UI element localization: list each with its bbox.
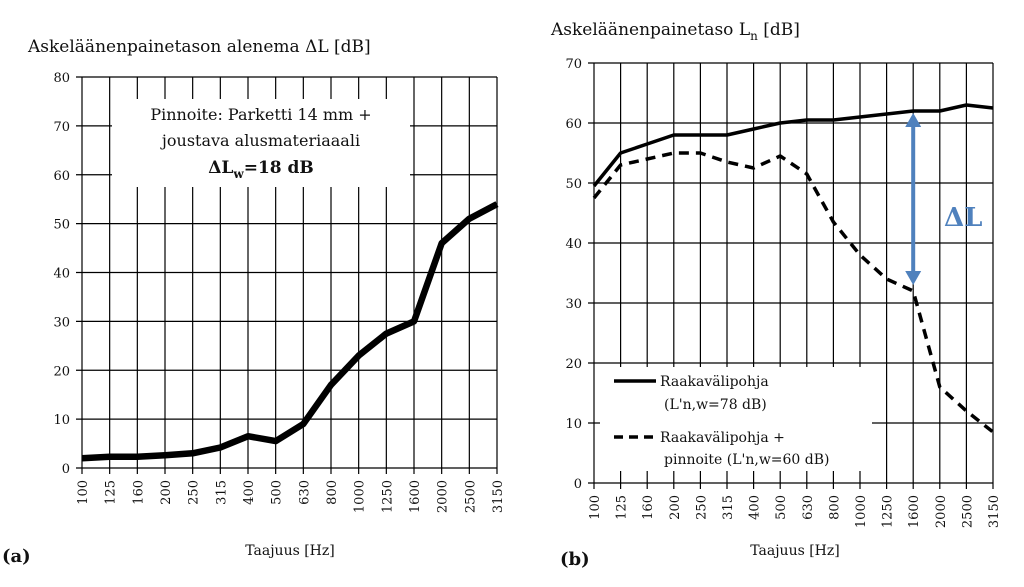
a-x-tick-label: 315 [214, 480, 230, 505]
a-y-tick-label: 10 [53, 413, 70, 429]
a-y-tick-label: 40 [53, 266, 70, 282]
b-x-tick-label: 2500 [960, 495, 976, 529]
legend-item-2-line2: pinnoite (L'n,w=60 dB) [664, 452, 830, 468]
b-x-tick-label: 125 [614, 495, 630, 520]
delta-arrow-head-up [905, 113, 921, 127]
chart-a-y-ticks [53, 71, 70, 477]
a-y-tick-label: 80 [53, 71, 70, 86]
b-x-tick-label: 500 [774, 495, 790, 520]
a-y-tick-label: 60 [53, 168, 70, 184]
b-series-1-line [594, 105, 993, 186]
b-y-tick-label: 30 [565, 297, 582, 312]
b-x-tick-label: 160 [641, 495, 657, 520]
b-y-tick-label: 70 [565, 57, 582, 72]
a-x-tick-label: 630 [297, 480, 313, 505]
b-x-tick-label: 1600 [907, 495, 923, 529]
chart-b-y-ticks [565, 57, 582, 492]
a-x-tick-label: 500 [269, 480, 285, 505]
b-x-tick-label: 630 [800, 495, 816, 520]
chart-a-annotation-line2: joustava alusmateriaaali [161, 131, 361, 150]
a-y-tick-label: 50 [53, 217, 70, 233]
b-x-tick-label: 315 [721, 495, 736, 520]
b-y-tick-label: 50 [565, 177, 582, 192]
a-x-tick-label: 125 [103, 480, 119, 505]
a-x-tick-label: 1000 [352, 480, 368, 514]
legend-item-1-line2: (L'n,w=78 dB) [664, 397, 767, 413]
legend-item-2-line1: Raakavälipohja + [660, 430, 785, 446]
chart-a [2, 37, 506, 567]
a-x-tick-label: 2500 [463, 480, 479, 514]
delta-arrow-head-down [905, 271, 921, 285]
b-x-tick-label: 800 [827, 495, 843, 520]
a-x-tick-label: 250 [186, 480, 202, 505]
chart-b-title: Askeläänenpainetaso $L_n$ [dB] [551, 20, 800, 43]
chart-a-x-ticks [76, 480, 506, 513]
chart-b-x-axis-label: Taajuus [Hz] [750, 543, 840, 559]
a-x-tick-label: 400 [242, 480, 257, 505]
chart-b-x-ticks [588, 495, 1002, 528]
a-y-tick-label: 30 [53, 315, 70, 331]
chart-b-delta-arrow [905, 113, 921, 285]
b-y-tick-label: 60 [565, 117, 582, 132]
b-x-tick-label: 1250 [880, 495, 896, 529]
chart-b-delta-label: ΔL [944, 203, 983, 233]
b-y-tick-label: 0 [573, 477, 582, 492]
a-y-tick-label: 0 [61, 462, 70, 477]
chart-b [550, 20, 1002, 570]
legend-item-1-line1: Raakavälipohja [660, 374, 769, 390]
b-x-tick-label: 400 [747, 495, 763, 520]
b-x-tick-label: 3150 [987, 495, 1002, 529]
b-x-tick-label: 1000 [854, 495, 869, 529]
chart-b-panel-label: (b) [560, 549, 590, 570]
a-y-tick-label: 20 [53, 364, 70, 380]
b-x-tick-label: 250 [694, 495, 710, 520]
a-x-tick-label: 1600 [408, 480, 423, 514]
a-x-tick-label: 800 [325, 480, 340, 505]
chart-a-annotation-line3: $\Delta L_w=18$ dB [208, 158, 314, 181]
a-x-tick-label: 160 [131, 480, 147, 505]
a-x-tick-label: 100 [76, 480, 91, 505]
chart-a-annotation-line1: Pinnoite: Parketti 14 mm + [150, 105, 372, 124]
chart-a-panel-label: (a) [2, 546, 31, 567]
a-series-1-line [82, 204, 497, 458]
a-x-tick-label: 200 [159, 480, 174, 505]
a-y-tick-label: 70 [53, 119, 70, 135]
b-y-tick-label: 10 [565, 417, 582, 432]
chart-a-x-axis-label: Taajuus [Hz] [245, 543, 335, 559]
a-x-tick-label: 1250 [380, 480, 396, 514]
b-x-tick-label: 100 [588, 495, 603, 520]
b-y-tick-label: 40 [565, 237, 582, 252]
b-y-tick-label: 20 [565, 357, 582, 372]
chart-a-series [82, 204, 497, 458]
b-x-tick-label: 2000 [933, 495, 949, 529]
b-x-tick-label: 200 [667, 495, 683, 520]
a-x-tick-label: 2000 [435, 480, 451, 514]
chart-a-title: Askeläänenpainetason alenema ΔL [dB] [28, 37, 371, 57]
a-x-tick-label: 3150 [491, 480, 506, 514]
